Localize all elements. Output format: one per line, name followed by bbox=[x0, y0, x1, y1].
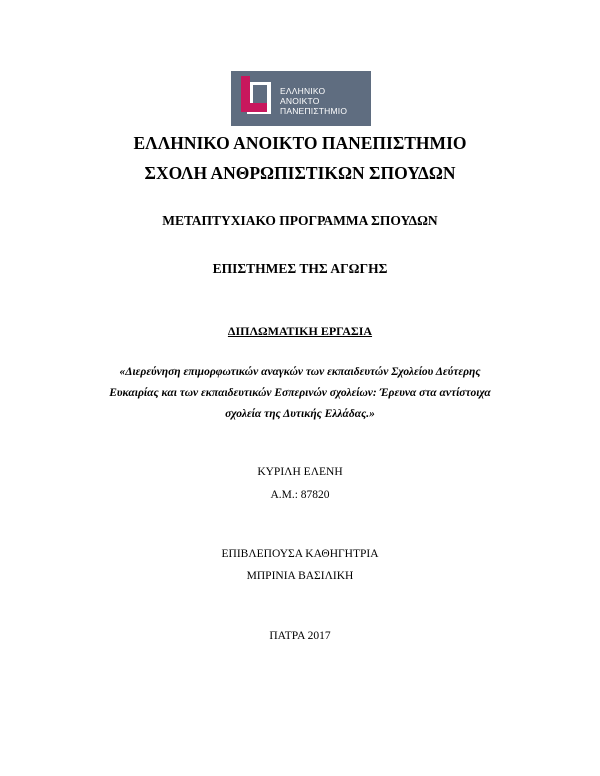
university-logo bbox=[231, 71, 371, 126]
logo-line: ΑΝΟΙΚΤΟ bbox=[280, 96, 320, 106]
logo-mark-icon bbox=[241, 76, 277, 121]
student-id: Α.Μ.: 87820 bbox=[270, 489, 330, 501]
department-name: ΕΠΙΣΤΗΜΕΣ ΤΗΣ ΑΓΩΓΗΣ bbox=[212, 261, 388, 276]
thesis-title-line: «Διερεύνηση επιμορφωτικών αναγκών των εκπαιδευτών Σχολείου Δεύτερης bbox=[119, 366, 481, 378]
supervisor-name: ΜΠΡΙΝΙΑ ΒΑΣΙΛΙΚΗ bbox=[246, 570, 354, 582]
logo-line: ΕΛΛΗΝΙΚΟ bbox=[280, 86, 326, 96]
logo-text bbox=[280, 86, 347, 116]
logo-line: ΠΑΝΕΠΙΣΤΗΜΙΟ bbox=[280, 106, 348, 116]
place-date: ΠΑΤΡΑ 2017 bbox=[269, 630, 331, 642]
program-name: ΜΕΤΑΠΤΥΧΙΑΚΟ ΠΡΟΓΡΑΜΜΑ ΣΠΟΥΔΩΝ bbox=[162, 213, 438, 228]
author-name: ΚΥΡΙΛΗ ΕΛΕΝΗ bbox=[257, 466, 343, 478]
thesis-title-line: Ευκαιρίας και των εκπαιδευτικών Εσπερινών σχολείων: Έρευνα στα αντίστοιχα bbox=[109, 387, 491, 399]
university-name: ΕΛΛΗΝΙΚΟ ΑΝΟΙΚΤΟ ΠΑΝΕΠΙΣΤΗΜΙΟ bbox=[133, 133, 467, 153]
school-name: ΣΧΟΛΗ ΑΝΘΡΩΠΙΣΤΙΚΩΝ ΣΠΟΥΔΩΝ bbox=[144, 163, 456, 183]
thesis-title bbox=[0, 362, 600, 425]
thesis-label: ΔΙΠΛΩΜΑΤΙΚΗ ΕΡΓΑΣΙΑ bbox=[227, 324, 373, 338]
supervisor-label: ΕΠΙΒΛΕΠΟΥΣΑ ΚΑΘΗΓΗΤΡΙΑ bbox=[221, 548, 379, 560]
thesis-title-line: σχολεία της Δυτικής Ελλάδας.» bbox=[225, 408, 375, 420]
